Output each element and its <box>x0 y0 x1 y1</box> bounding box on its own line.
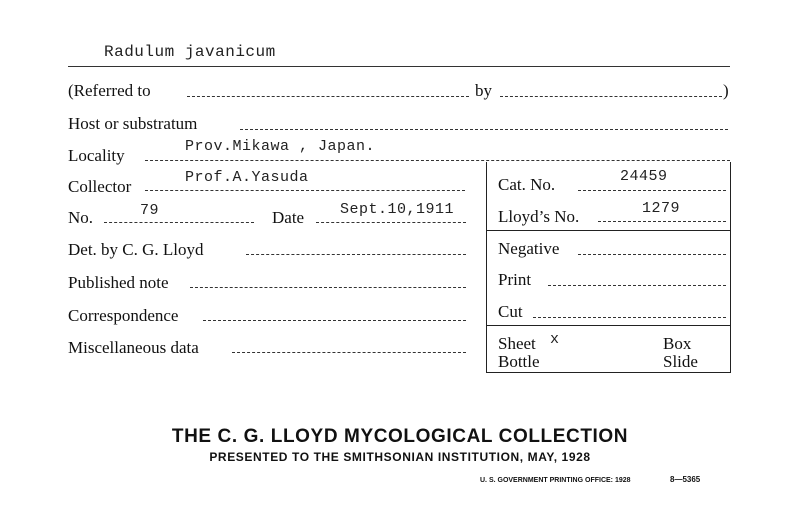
host-line[interactable] <box>240 129 728 130</box>
number-line[interactable] <box>104 222 254 223</box>
locality-label: Locality <box>68 146 125 165</box>
cut-line[interactable] <box>533 317 726 318</box>
number-value: 79 <box>140 202 160 219</box>
negative-line[interactable] <box>578 254 726 255</box>
box-bottom-border <box>486 372 730 373</box>
published-note-label: Published note <box>68 273 169 292</box>
box-divider-2 <box>486 325 730 326</box>
correspondence-line[interactable] <box>203 320 466 321</box>
collector-value: Prof.A.Yasuda <box>185 169 309 186</box>
misc-data-label: Miscellaneous data <box>68 338 199 357</box>
locality-line[interactable] <box>145 160 730 161</box>
misc-data-line[interactable] <box>232 352 466 353</box>
cat-no-line[interactable] <box>578 190 726 191</box>
collection-title: THE C. G. LLOYD MYCOLOGICAL COLLECTION <box>171 426 629 447</box>
box-label: Box <box>663 334 692 353</box>
locality-value: Prov.Mikawa , Japan. <box>185 138 376 155</box>
cat-no-value: 24459 <box>620 168 668 185</box>
printer-imprint: U. S. GOVERNMENT PRINTING OFFICE: 1928 <box>480 477 631 484</box>
correspondence-label: Correspondence <box>68 306 179 325</box>
det-by-line[interactable] <box>246 254 466 255</box>
slide-label: Slide <box>663 352 698 371</box>
box-divider-1 <box>486 230 730 231</box>
print-line[interactable] <box>548 285 726 286</box>
box-right-border <box>730 162 731 373</box>
negative-label: Negative <box>498 239 560 258</box>
cat-no-label: Cat. No. <box>498 175 556 194</box>
name-underline <box>68 66 730 67</box>
collection-subtitle: PRESENTED TO THE SMITHSONIAN INSTITUTION, MAY, 1928 <box>209 450 591 464</box>
date-label: Date <box>272 208 305 227</box>
collector-label: Collector <box>68 177 132 196</box>
number-label: No. <box>68 208 94 227</box>
det-by-label: Det. by C. G. Lloyd <box>68 240 204 259</box>
date-line[interactable] <box>316 222 466 223</box>
referred-to-label: (Referred to <box>68 81 151 100</box>
lloyds-no-line[interactable] <box>598 221 726 222</box>
referred-by-line[interactable] <box>500 96 722 97</box>
sheet-label: Sheet <box>498 334 536 353</box>
sheet-mark: x <box>550 331 560 348</box>
cut-label: Cut <box>498 302 523 321</box>
bottle-label: Bottle <box>498 352 540 371</box>
date-value: Sept.10,1911 <box>340 201 455 218</box>
referred-to-line[interactable] <box>187 96 469 97</box>
published-note-line[interactable] <box>190 287 466 288</box>
lloyds-no-label: Lloyd’s No. <box>498 207 580 226</box>
collector-line[interactable] <box>145 190 465 191</box>
lloyds-no-value: 1279 <box>642 200 681 217</box>
print-label: Print <box>498 270 532 289</box>
form-number: 8—5365 <box>670 475 701 484</box>
specimen-name: Radulum javanicum <box>104 43 276 61</box>
host-label: Host or substratum <box>68 114 198 133</box>
box-left-border <box>486 162 487 373</box>
close-paren: ) <box>723 81 729 100</box>
by-label: by <box>475 81 492 100</box>
